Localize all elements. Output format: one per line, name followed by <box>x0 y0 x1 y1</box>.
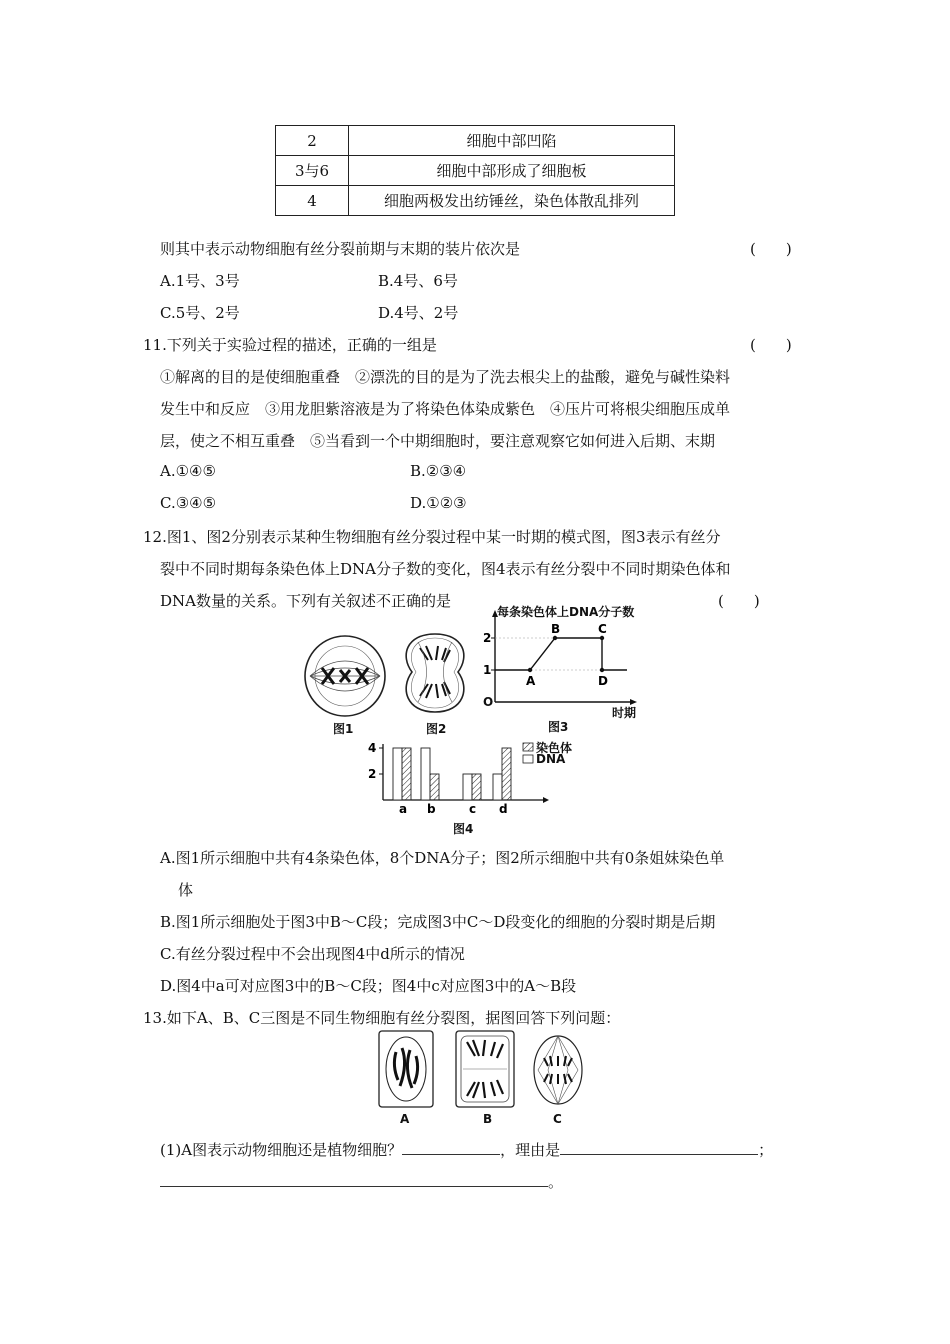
fig3-label: 图3 <box>548 720 569 734</box>
fig4-category-label: c <box>469 802 477 816</box>
legend-swatch-dna <box>523 755 533 763</box>
fig1-label: 图1 <box>333 722 354 736</box>
answer-blank-2[interactable] <box>560 1140 758 1155</box>
table-row <box>276 126 675 156</box>
q12-line-3: DNA数量的关系。下列有关叙述不正确的是 <box>160 592 451 610</box>
fig3-ytick-label: 2 <box>483 631 492 645</box>
fig2-label: 图2 <box>426 722 447 736</box>
q11-stem: 11.下列关于实验过程的描述，正确的一组是 <box>143 336 437 354</box>
q13-sub1-prompt: (1)A图表示动物细胞还是植物细胞？ <box>160 1141 403 1159</box>
fig3-point-C <box>600 636 604 640</box>
fig4-legend-dna: DNA <box>536 752 566 766</box>
fig3-ylabel: 每条染色体上DNA分子数 <box>497 605 635 619</box>
q10-option-d: D.4号、2号 <box>378 304 459 322</box>
fig3-point-B <box>553 636 557 640</box>
q12-line-2: 裂中不同时期每条染色体上DNA分子数的变化，图4表示有丝分裂中不同时期染色体和 <box>160 560 731 578</box>
q13-sub1-reason-label: ，理由是 <box>500 1141 561 1159</box>
fig3-origin: O <box>483 695 494 709</box>
q13-subquestion-1 <box>160 1139 773 1160</box>
q13-subquestion-1-cont <box>160 1171 563 1192</box>
q12-option-c: C.有丝分裂过程中不会出现图4中d所示的情况 <box>160 945 465 963</box>
fig4-bar-chromosome-d <box>502 748 511 800</box>
q13-label-a: A <box>400 1112 410 1126</box>
fig4-bar-chart <box>365 738 550 818</box>
fig3-ytick-label: 1 <box>483 663 492 677</box>
fig4-category-label: b <box>427 802 436 816</box>
q10-option-b: B.4号、6号 <box>378 272 458 290</box>
q13-figure-c <box>530 1032 586 1108</box>
q12-line-1: 12.图1、图2分别表示某种生物细胞有丝分裂过程中某一时期的模式图，图3表示有丝分 <box>143 528 721 546</box>
fig3-series-line <box>495 638 627 670</box>
table-row <box>276 156 675 186</box>
q13-figure-a <box>378 1030 434 1110</box>
fig3-point-label: B <box>551 622 561 636</box>
q10-option-c: C.5号、2号 <box>160 304 240 322</box>
fig4-bar-chromosome-a <box>402 748 411 800</box>
fig4-bar-dna-b <box>421 748 430 800</box>
fig4-ytick-label: 2 <box>368 767 377 781</box>
table-cell-desc: 细胞中部凹陷 <box>349 126 675 156</box>
fig4-bar-chromosome-c <box>472 774 481 800</box>
fig4-bar-dna-c <box>463 774 472 800</box>
fig3-point-A <box>528 668 532 672</box>
q10-paren: ( ) <box>750 240 792 258</box>
q12-option-b: B.图1所示细胞处于图3中B～C段；完成图3中C～D段变化的细胞的分裂时期是后期 <box>160 913 716 931</box>
table-cell-num: 2 <box>276 126 349 156</box>
table-cell-num: 3与6 <box>276 156 349 186</box>
fig4-category-label: d <box>499 802 508 816</box>
fig3-point-label: A <box>526 674 536 688</box>
table-row <box>276 186 675 216</box>
q11-line-2: 发生中和反应 ③用龙胆紫溶液是为了将染色体染成紫色 ④压片可将根尖细胞压成单 <box>160 400 731 418</box>
q12-option-d: D.图4中a可对应图3中的B～C段；图4中c对应图3中的A～B段 <box>160 977 577 995</box>
fig3-point-D <box>600 668 604 672</box>
q10-stem: 则其中表示动物细胞有丝分裂前期与末期的装片依次是 <box>160 240 521 258</box>
fig2-cell-diagram <box>398 628 472 718</box>
q13-label-c: C <box>553 1112 562 1126</box>
fig4-x-arrow <box>543 797 549 803</box>
fig4-category-label: a <box>399 802 408 816</box>
q11-option-d: D.①②③ <box>410 494 467 512</box>
fig4-label: 图4 <box>453 822 474 836</box>
answer-blank-1[interactable] <box>402 1140 500 1155</box>
q11-option-c: C.③④⑤ <box>160 494 217 512</box>
q13-sub1-end: 。 <box>548 1173 564 1191</box>
fig3-point-label: D <box>598 674 608 688</box>
q11-paren: ( ) <box>750 336 792 354</box>
q12-option-a-line1: A.图1所示细胞中共有4条染色体，8个DNA分子；图2所示细胞中共有0条姐妹染色单 <box>160 849 725 867</box>
q11-line-1: ①解离的目的是使细胞重叠 ②漂洗的目的是为了洗去根尖上的盐酸，避免与碱性染料 <box>160 368 731 386</box>
q13-label-b: B <box>483 1112 493 1126</box>
q13-figure-b <box>455 1030 515 1110</box>
table-cell-desc: 细胞两极发出纺锤丝，染色体散乱排列 <box>349 186 675 216</box>
q10-option-a: A.1号、3号 <box>160 272 240 290</box>
fig3-xlabel: 时期 <box>612 706 637 720</box>
q11-option-a: A.①④⑤ <box>160 462 216 480</box>
legend-swatch-chromosome <box>523 743 533 751</box>
fig3-point-label: C <box>598 622 607 636</box>
fig4-bar-chromosome-b <box>430 774 439 800</box>
q13-stem: 13.如下A、B、C三图是不同生物细胞有丝分裂图，据图回答下列问题： <box>143 1009 621 1027</box>
answer-blank-3[interactable] <box>160 1172 548 1187</box>
fig4-bar-dna-d <box>493 774 502 800</box>
q11-line-3: 层，使之不相互重叠 ⑤当看到一个中期细胞时，要注意观察它如何进入后期、末期 <box>160 432 716 450</box>
cell-table <box>275 125 675 216</box>
q13-sub1-semicolon: ； <box>758 1141 774 1159</box>
q12-paren: ( ) <box>718 592 760 610</box>
table-cell-desc: 细胞中部形成了细胞板 <box>349 156 675 186</box>
q11-option-b: B.②③④ <box>410 462 467 480</box>
table-cell-num: 4 <box>276 186 349 216</box>
q12-option-a-line2: 体 <box>178 881 194 899</box>
fig4-ytick-label: 4 <box>368 741 377 755</box>
fig4-bar-dna-a <box>393 748 402 800</box>
fig4-legend-chromosome: 染色体 <box>536 741 573 755</box>
